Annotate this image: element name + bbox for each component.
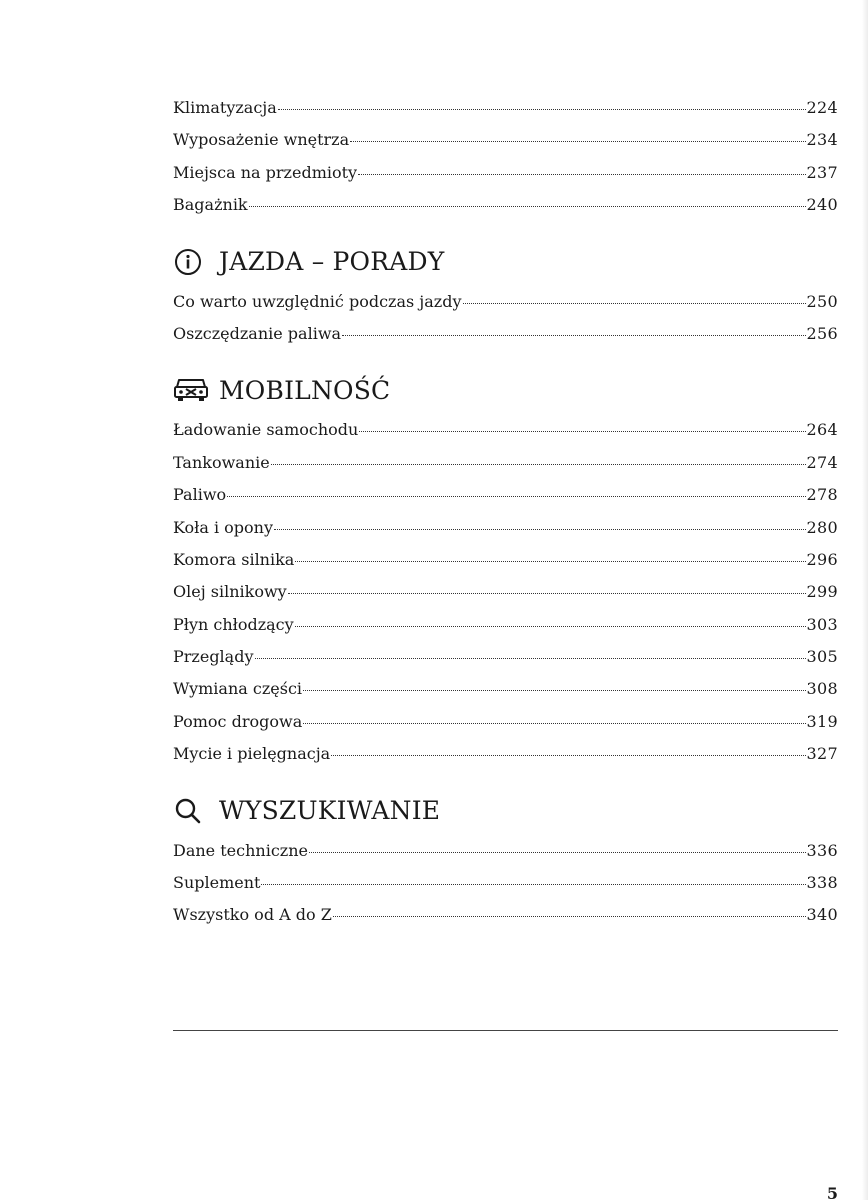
section-heading[interactable]: [173, 368, 838, 412]
toc-entry-title: Olej silnikowy: [173, 582, 287, 602]
dot-leader: [274, 529, 806, 530]
toc-entry[interactable]: [173, 92, 838, 124]
footer-divider: [173, 1030, 838, 1031]
section-heading[interactable]: [173, 240, 838, 284]
toc-entry-title: Przeglądy: [173, 647, 254, 667]
toc-entry-title: Dane techniczne: [173, 840, 308, 860]
toc-entry-page: 264: [806, 420, 838, 440]
toc-entry-title: Pomoc drogowa: [173, 711, 303, 731]
page-edge-shadow: [862, 0, 868, 1200]
toc-entry[interactable]: [173, 899, 838, 931]
page-number: 5: [826, 1184, 838, 1203]
dot-leader: [295, 626, 806, 627]
dot-leader: [303, 690, 806, 691]
toc-entry-title: Klimatyzacja: [173, 98, 277, 117]
toc-entry[interactable]: [173, 835, 838, 867]
toc-entry-title: Suplement: [173, 873, 261, 893]
dot-leader: [350, 141, 805, 142]
toc-entry-title: Wyposażenie wnętrza: [173, 130, 350, 150]
toc-entry[interactable]: [173, 286, 838, 318]
table-of-contents: [173, 92, 838, 950]
toc-entry-page: 224: [806, 98, 838, 117]
toc-entry-page: 340: [806, 905, 838, 925]
toc-entry-title: Wszystko od A do Z: [173, 905, 332, 925]
toc-entry-page: 240: [806, 195, 838, 215]
dot-leader: [309, 852, 806, 853]
toc-entry-page: 327: [806, 744, 838, 764]
toc-entry-title: Miejsca na przedmioty: [173, 162, 358, 182]
toc-entry[interactable]: [173, 479, 838, 511]
toc-entry[interactable]: [173, 124, 838, 156]
section-heading[interactable]: [173, 789, 838, 833]
toc-entry-page: 280: [806, 517, 838, 537]
car-service-icon: [173, 374, 209, 406]
toc-entry[interactable]: [173, 609, 838, 641]
dot-leader: [463, 303, 806, 304]
info-circle-icon: [173, 246, 209, 278]
toc-entry-page: 296: [806, 549, 838, 569]
toc-entry[interactable]: [173, 867, 838, 899]
toc-section-search: [173, 789, 838, 932]
dot-leader: [331, 755, 805, 756]
toc-entry[interactable]: [173, 318, 838, 350]
toc-entry-title: Co warto uwzględnić podczas jazdy: [173, 291, 462, 311]
toc-entry-title: Tankowanie: [173, 452, 270, 472]
dot-leader: [342, 335, 805, 336]
dot-leader: [333, 916, 806, 917]
section-heading-label: JAZDA – PORADY: [219, 247, 445, 277]
dot-leader: [295, 561, 805, 562]
search-icon: [173, 795, 209, 827]
toc-entry[interactable]: [173, 706, 838, 738]
dot-leader: [359, 431, 805, 432]
toc-entry-title: Płyn chłodzący: [173, 614, 294, 634]
toc-entry-page: 237: [806, 162, 838, 182]
toc-entry-title: Komora silnika: [173, 549, 295, 569]
toc-entry-title: Koła i opony: [173, 517, 274, 537]
toc-entry-title: Oszczędzanie paliwa: [173, 323, 342, 343]
dot-leader: [271, 464, 806, 465]
section-heading-label: WYSZUKIWANIE: [219, 796, 441, 826]
toc-entry[interactable]: [173, 157, 838, 189]
toc-entry-page: 250: [806, 291, 838, 311]
toc-entry-page: 336: [806, 840, 838, 860]
toc-entry-page: 308: [806, 679, 838, 699]
dot-leader: [358, 174, 805, 175]
dot-leader: [261, 884, 805, 885]
toc-entry-page: 338: [806, 873, 838, 893]
toc-entry-page: 274: [806, 452, 838, 472]
toc-section-intro: [173, 92, 838, 222]
toc-entry-page: 299: [806, 582, 838, 602]
toc-entry[interactable]: [173, 641, 838, 673]
toc-entry[interactable]: [173, 189, 838, 221]
toc-entry-title: Wymiana części: [173, 679, 303, 699]
toc-entry[interactable]: [173, 447, 838, 479]
toc-entry-page: 256: [806, 323, 838, 343]
toc-entry[interactable]: [173, 576, 838, 608]
toc-section-mobility: [173, 368, 838, 770]
section-heading-label: MOBILNOŚĆ: [219, 375, 391, 405]
toc-entry-title: Ładowanie samochodu: [173, 420, 359, 440]
toc-entry[interactable]: [173, 544, 838, 576]
toc-entry[interactable]: [173, 414, 838, 446]
toc-entry-page: 278: [806, 485, 838, 505]
toc-entry-page: 303: [806, 614, 838, 634]
dot-leader: [303, 723, 805, 724]
toc-entry-page: 234: [806, 130, 838, 150]
toc-entry-page: 305: [806, 647, 838, 667]
dot-leader: [255, 658, 806, 659]
toc-entry[interactable]: [173, 512, 838, 544]
toc-section-driving-tips: [173, 240, 838, 351]
toc-entry-title: Mycie i pielęgnacja: [173, 744, 331, 764]
dot-leader: [249, 206, 806, 207]
dot-leader: [288, 593, 806, 594]
toc-entry-page: 319: [806, 711, 838, 731]
toc-entry-title: Bagażnik: [173, 195, 248, 215]
dot-leader: [227, 496, 805, 497]
toc-entry[interactable]: [173, 673, 838, 705]
toc-entry[interactable]: [173, 738, 838, 770]
toc-entry-title: Paliwo: [173, 485, 227, 505]
dot-leader: [278, 109, 806, 110]
